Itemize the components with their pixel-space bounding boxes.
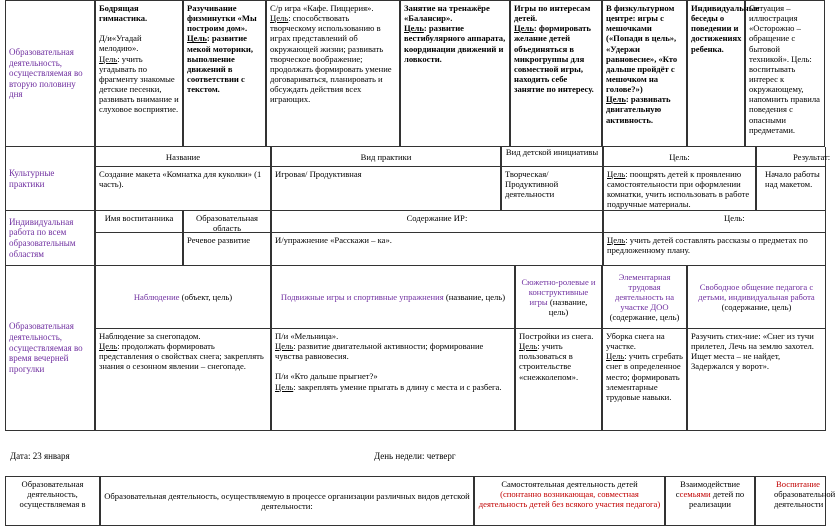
- header-rest: образовательной деятельности: [774, 489, 835, 510]
- culture-header-type: Вид практики: [271, 147, 501, 167]
- game-title: П/и «Кто дальше прыгнет?»: [275, 371, 378, 382]
- goal-text: : развитие мекой моторики, выполнение движений в соответствии с текстом.: [187, 33, 254, 95]
- weekday-label: День недели: четверг: [374, 451, 456, 461]
- culture-goal: [603, 167, 756, 211]
- goal-text: : учить сгребать снег в определенное место; формировать элементарные трудовые навыки.: [606, 351, 683, 402]
- header-rest: (название, цель): [547, 297, 588, 318]
- activity-cell-fizminutka: [183, 0, 266, 147]
- activity-cell-parent-talks: Индивидуальные беседы о поведении и достижениях ребенка.: [687, 0, 745, 147]
- section-label-individual: Индивидуальная работа по всем образовательным областям: [5, 211, 95, 266]
- header-text: Взаимодействие с: [675, 479, 740, 500]
- header-colored: семьями: [679, 489, 711, 500]
- culture-header-name: Название: [95, 147, 271, 167]
- activity-cell-balancer: [400, 0, 510, 147]
- goal-label: Цель: [99, 341, 118, 352]
- activity-title: Занятие на тренажёре «Балансир».: [404, 3, 490, 24]
- culture-result: Начало работы над макетом.: [756, 167, 826, 211]
- goal-label: Цель: [514, 23, 534, 34]
- observation-title: Наблюдение за снегопадом.: [99, 331, 201, 341]
- culture-header-goal: Цель:: [603, 147, 756, 167]
- culture-type: Игровая/ Продуктивная: [271, 167, 501, 211]
- goal-label: Цель: [99, 53, 118, 64]
- individual-header-content: Содержание ИР:: [271, 211, 603, 233]
- next-header-family: [665, 476, 755, 526]
- activity-cell-role-play: [266, 0, 400, 147]
- goal-text: : закреплять умение прыгать в длину с места и с разбега.: [293, 381, 502, 392]
- section-label-culture: Культурные практики: [5, 147, 95, 211]
- next-header-independent: [474, 476, 665, 526]
- goal-text: : продолжать формировать представления о свойствах снега; закреплять знания о сезонном явлении – снегопаде.: [99, 341, 264, 372]
- goal-label: Цель: [275, 341, 294, 352]
- activity-title: Разучивание физминутки «Мы построим дом».: [187, 3, 257, 34]
- goal-text: : учить угадывать по фрагменту знакомые детские песенки, развивать внимание и слуховое восприятие.: [99, 53, 179, 115]
- goal-text: : учить детей составлять рассказы о предметах по предложенному плану.: [607, 235, 808, 256]
- walk-header-observation: [95, 266, 271, 329]
- activity-title: С/р игра «Кафе. Пиццерия».: [270, 3, 374, 13]
- individual-header-area: Образовательная область: [183, 211, 271, 233]
- walk-labor: [602, 329, 687, 431]
- construction-title: Постройки из снега.: [519, 331, 594, 341]
- section-label-afternoon: Образовательная деятельность, осуществляемая во вторую половину дня: [5, 0, 95, 147]
- individual-header-child: Имя воспитанника: [95, 211, 183, 233]
- walk-games: [271, 329, 515, 431]
- game-title: П/и «Мельница».: [275, 331, 339, 341]
- culture-name: Создание макета «Комнатка для куколки» (1 часть).: [95, 167, 271, 211]
- goal-label: Цель: [607, 235, 626, 245]
- next-header-section: Образовательная деятельность, осуществляемая в: [5, 476, 100, 526]
- culture-header-initiative: Вид детской инициативы: [501, 147, 603, 167]
- activity-title: Игры по интересам детей.: [514, 3, 591, 24]
- activity-body: Д/и«Угадай мелодию».: [99, 33, 142, 54]
- goal-label: Цель: [270, 13, 289, 24]
- individual-content: И/упражнение «Расскажи – ка».: [271, 233, 603, 266]
- activity-cell-sport-center: [602, 0, 687, 147]
- header-colored: Элементарная трудовая деятельность на участке ДОО: [614, 271, 675, 313]
- section-label-walk: Образовательная деятельность, осуществляемая во время вечерней прогулки: [5, 266, 95, 431]
- activity-title: Бодрящая гимнастика.: [99, 3, 148, 24]
- goal-label: Цель: [275, 381, 294, 392]
- activity-title: В физкультурном центре: игры с мешочками («Попади в цель», «Удержи равновесие», «Кто дальше пройдёт с мешочком на голове?»): [606, 3, 678, 95]
- header-text: детей по реализации: [689, 489, 745, 510]
- header-rest: (объект, цель): [179, 291, 233, 302]
- goal-label: Цель: [606, 351, 625, 362]
- next-header-upbringing: [755, 476, 835, 526]
- goal-label: Цель: [404, 23, 424, 34]
- goal-label: Цель: [187, 33, 207, 44]
- header-rest: (название, цель): [443, 291, 506, 302]
- next-header-organized: Образовательная деятельность, осуществляемую в процессе организации различных видов детской деятельности:: [100, 476, 474, 526]
- header-colored: Свободное общение педагога с детьми, индивидуальная работа: [698, 281, 815, 302]
- goal-label: Цель: [519, 341, 538, 352]
- goal-text: : развитие двигательной активности; формирование чувства равновесия.: [275, 341, 484, 362]
- culture-header-result: Результат:: [756, 147, 826, 167]
- goal-label: Цель: [607, 169, 626, 179]
- header-colored: Наблюдение: [133, 291, 180, 302]
- labor-title: Уборка снега на участке.: [606, 331, 665, 352]
- walk-header-games: [271, 266, 515, 329]
- goal-text: : способствовать творческому использованию в играх представлений об окружающей жизни; развивать творческое воображение; продолжать формировать умение договариваться, планировать и обсуждать действия всех играющих.: [270, 13, 392, 105]
- header-rest: (содержание, цель): [609, 312, 680, 323]
- culture-initiative: Творческая/ Продуктивной деятельности: [501, 167, 603, 211]
- header-rest: (содержание, цель): [721, 302, 792, 313]
- activity-cell-interest-games: [510, 0, 602, 147]
- header-colored: Сюжетно-ролевые и конструктивные игры: [521, 276, 596, 307]
- goal-text: : развивать двигательную активность.: [606, 94, 671, 125]
- walk-construction: [515, 329, 602, 431]
- header-note: (спонтанно возникающая, совместная деятельность детей без всякого участия педагога): [478, 489, 661, 510]
- activity-cell-safety-situation: Ситуация – иллюстрация «Осторожно – обращение с бытовой техникой». Цель: воспитывать интерес к окружающему, напомнить правила поведения с опасными предметами.: [745, 0, 825, 147]
- header-title: Самостоятельная деятельность детей: [501, 479, 638, 489]
- activity-cell-gymnastics: [95, 0, 183, 147]
- walk-header-construction: [515, 266, 602, 329]
- individual-goal: [603, 233, 826, 266]
- header-colored: Подвижные игры и спортивные упражнения: [280, 291, 444, 302]
- individual-area: Речевое развитие: [183, 233, 271, 266]
- goal-text: : формировать желание детей объединяться в микрогруппы для совместной игры, находить себе занятие по интересу.: [514, 23, 594, 95]
- walk-header-free-talk: [687, 266, 826, 329]
- goal-text: : учить пользоваться в строительстве «снежколепом».: [519, 341, 579, 382]
- walk-header-labor: [602, 266, 687, 329]
- individual-header-goal: Цель:: [603, 211, 826, 233]
- walk-observation: [95, 329, 271, 431]
- individual-child: [95, 233, 183, 266]
- goal-text: : развитие вестибулярного аппарата, координации движений и ловкости.: [404, 23, 506, 64]
- date-label: Дата: 23 января: [10, 451, 70, 461]
- goal-label: Цель: [606, 94, 626, 105]
- goal-text: : поощрять детей к проявлению самостоятельности при оформлении комнатки, учить использовать в работе подручные материалы.: [607, 169, 750, 210]
- walk-free-talk: Разучить стих-ние: «Снег из тучи прилетел, Лечь на землю захотел. Ищет места – не найдет, Задержался у ворот».: [687, 329, 826, 431]
- header-colored: Воспитание: [776, 479, 820, 489]
